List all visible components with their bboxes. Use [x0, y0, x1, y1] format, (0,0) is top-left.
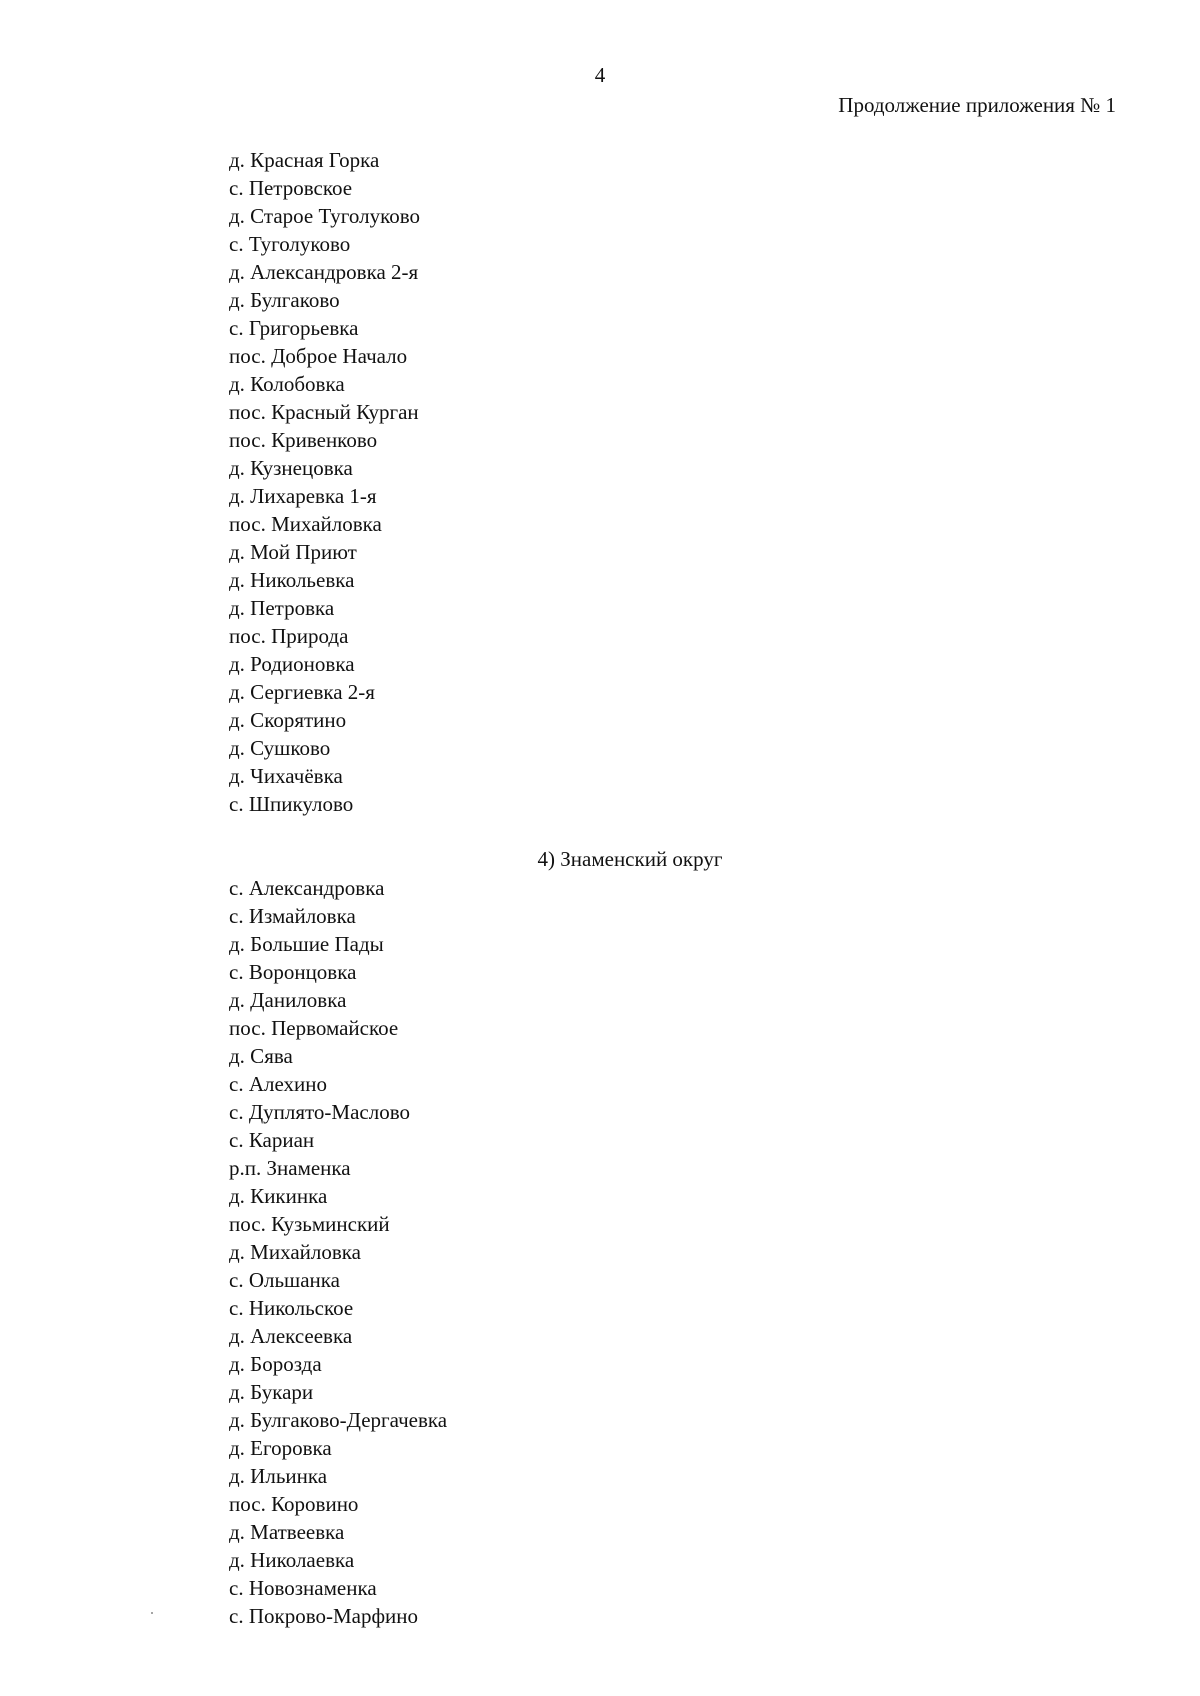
- list-item: д. Скорятино: [229, 708, 347, 732]
- list-item: д. Борозда: [229, 1352, 322, 1376]
- section-heading: 4) Знаменский округ: [537, 847, 723, 871]
- list-item: д. Мой Приют: [229, 540, 357, 564]
- list-item: д. Чихачёвка: [229, 764, 343, 788]
- list-item: пос. Кривенково: [229, 428, 378, 452]
- list-item: д. Кикинка: [229, 1184, 328, 1208]
- list-item: д. Егоровка: [229, 1436, 332, 1460]
- list-item: д. Даниловка: [229, 988, 347, 1012]
- list-item: д. Старое Туголуково: [229, 204, 420, 228]
- list-item: с. Григорьевка: [229, 316, 359, 340]
- list-item: д. Булгаково-Дергачевка: [229, 1408, 448, 1432]
- list-item: пос. Природа: [229, 624, 349, 648]
- list-item: д. Ильинка: [229, 1464, 328, 1488]
- list-item: с. Александровка: [229, 876, 385, 900]
- list-item: с. Шпикулово: [229, 792, 354, 816]
- list-item: д. Никольевка: [229, 568, 355, 592]
- list-item: с. Ольшанка: [229, 1268, 340, 1292]
- list-item: с. Воронцовка: [229, 960, 357, 984]
- list-item: д. Михайловка: [229, 1240, 361, 1264]
- list-item: с. Туголуково: [229, 232, 351, 256]
- list-item: пос. Коровино: [229, 1492, 359, 1516]
- list-item: с. Новознаменка: [229, 1576, 377, 1600]
- list-item: д. Матвеевка: [229, 1520, 345, 1544]
- list-item: с. Никольское: [229, 1296, 354, 1320]
- list-item: с. Алехино: [229, 1072, 327, 1096]
- list-item: с. Петровское: [229, 176, 353, 200]
- list-item: р.п. Знаменка: [229, 1156, 351, 1180]
- list-item: д. Букари: [229, 1380, 314, 1404]
- list-item: с. Дуплято-Маслово: [229, 1100, 410, 1124]
- list-item: д. Николаевка: [229, 1548, 355, 1572]
- list-item: д. Сушково: [229, 736, 331, 760]
- list-item: д. Петровка: [229, 596, 335, 620]
- list-item: пос. Доброе Начало: [229, 344, 408, 368]
- list-item: д. Большие Пады: [229, 932, 384, 956]
- list-item: д. Алексеевка: [229, 1324, 353, 1348]
- list-item: пос. Михайловка: [229, 512, 382, 536]
- list-item: пос. Красный Курган: [229, 400, 419, 424]
- list-item: д. Сява: [229, 1044, 293, 1068]
- appendix-continuation-label: Продолжение приложения № 1: [838, 93, 1116, 117]
- list-item: с. Измайловка: [229, 904, 356, 928]
- list-item: пос. Кузьминский: [229, 1212, 390, 1236]
- list-item: д. Лихаревка 1-я: [229, 484, 377, 508]
- settlement-list-continued: [229, 146, 420, 818]
- list-item: д. Сергиевка 2-я: [229, 680, 375, 704]
- page-number: 4: [594, 63, 606, 87]
- list-item: с. Кариан: [229, 1128, 315, 1152]
- list-item: д. Колобовка: [229, 372, 345, 396]
- list-item: д. Кузнецовка: [229, 456, 353, 480]
- list-item: д. Родионовка: [229, 652, 355, 676]
- list-item: д. Красная Горка: [229, 148, 380, 172]
- list-item: д. Булгаково: [229, 288, 340, 312]
- list-item: пос. Первомайское: [229, 1016, 399, 1040]
- scan-artifact-dot: [151, 1612, 153, 1614]
- list-item: с. Покрово-Марфино: [229, 1604, 419, 1628]
- settlement-list-znamensky: [229, 874, 447, 1630]
- list-item: д. Александровка 2-я: [229, 260, 419, 284]
